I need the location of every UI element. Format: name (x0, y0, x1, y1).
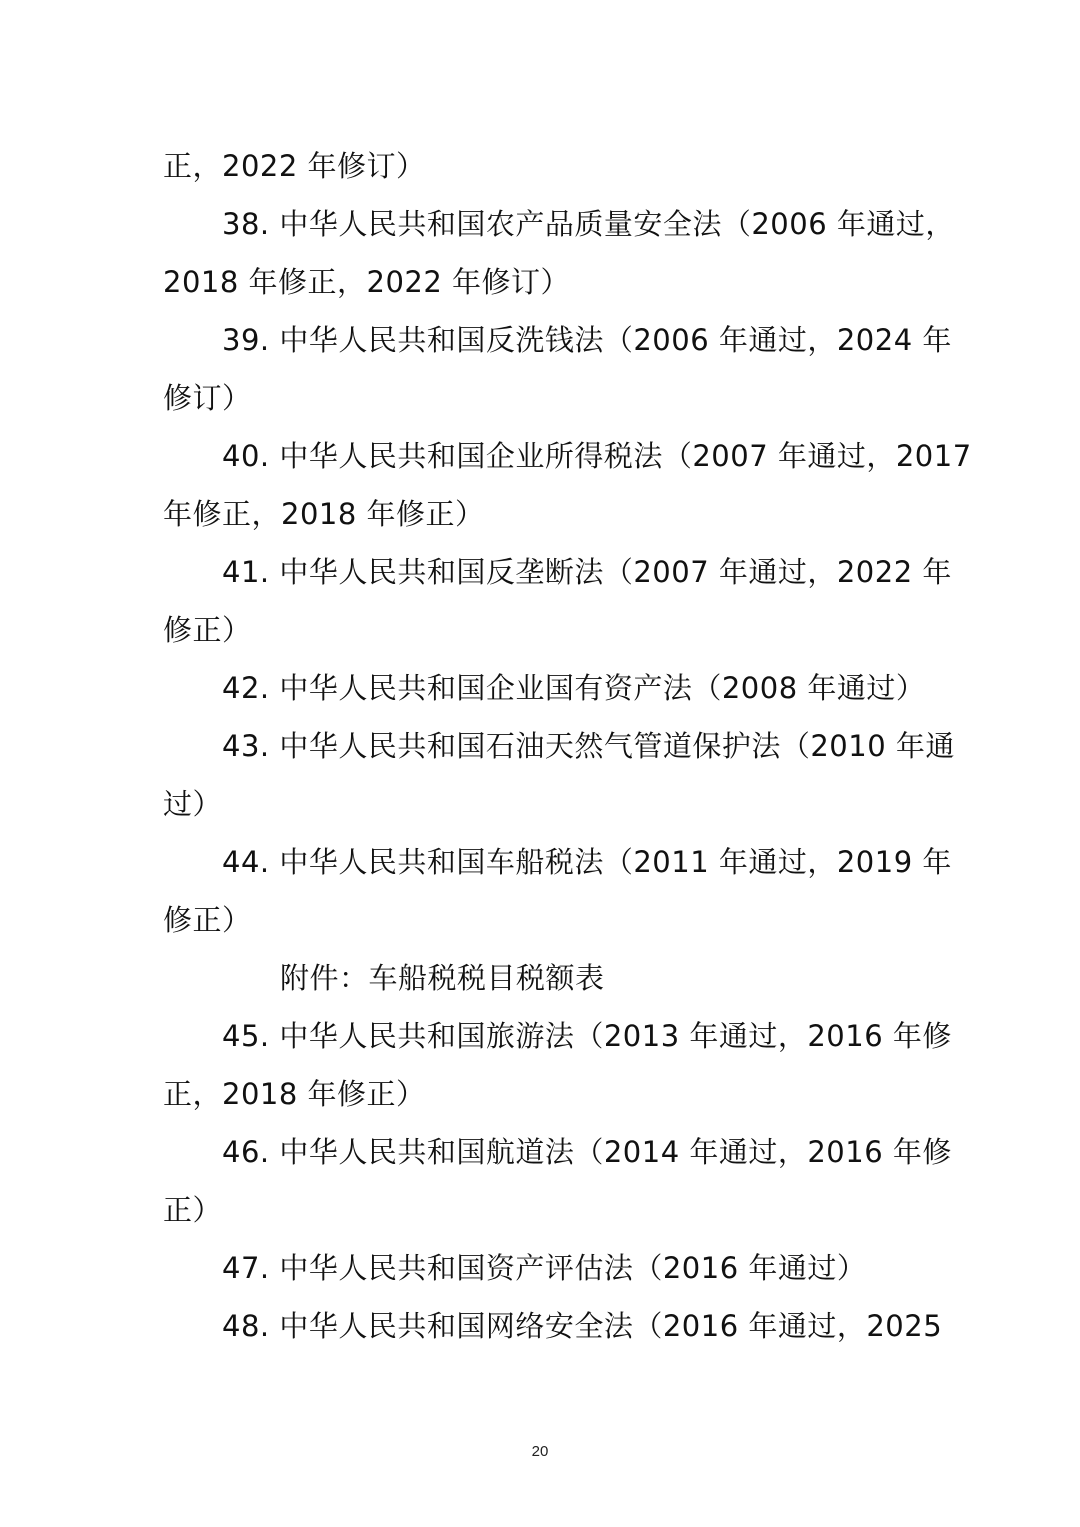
list-item-39-continuation: 修订） (163, 381, 252, 415)
list-item-42: 42. 中华人民共和国企业国有资产法（2008 年通过） (222, 671, 926, 705)
list-item-44: 44. 中华人民共和国车船税法（2011 年通过，2019 年 (222, 845, 952, 879)
list-item-46: 46. 中华人民共和国航道法（2014 年通过，2016 年修 (222, 1135, 952, 1169)
list-item-41: 41. 中华人民共和国反垄断法（2007 年通过，2022 年 (222, 555, 952, 589)
attachment-note: 附件：车船税税目税额表 (280, 961, 605, 995)
list-item-43: 43. 中华人民共和国石油天然气管道保护法（2010 年通 (222, 729, 955, 763)
list-item-38: 38. 中华人民共和国农产品质量安全法（2006 年通过， (222, 207, 955, 241)
list-item-45: 45. 中华人民共和国旅游法（2013 年通过，2016 年修 (222, 1019, 952, 1053)
list-item-44-continuation: 修正） (163, 903, 252, 937)
list-item-46-continuation: 正） (163, 1193, 223, 1227)
list-item-39: 39. 中华人民共和国反洗钱法（2006 年通过，2024 年 (222, 323, 952, 357)
list-item-43-continuation: 过） (163, 787, 223, 821)
list-item-41-continuation: 修正） (163, 613, 252, 647)
list-item-48: 48. 中华人民共和国网络安全法（2016 年通过，2025 (222, 1309, 943, 1343)
list-item-38-continuation: 2018 年修正，2022 年修订） (163, 265, 571, 299)
list-item-47: 47. 中华人民共和国资产评估法（2016 年通过） (222, 1251, 867, 1285)
list-item-40: 40. 中华人民共和国企业所得税法（2007 年通过，2017 (222, 439, 972, 473)
list-item-45-continuation: 正，2018 年修正） (163, 1077, 426, 1111)
page-number: 20 (531, 1443, 549, 1460)
text-line-continuation: 正，2022 年修订） (163, 149, 426, 183)
list-item-40-continuation: 年修正，2018 年修正） (163, 497, 485, 531)
